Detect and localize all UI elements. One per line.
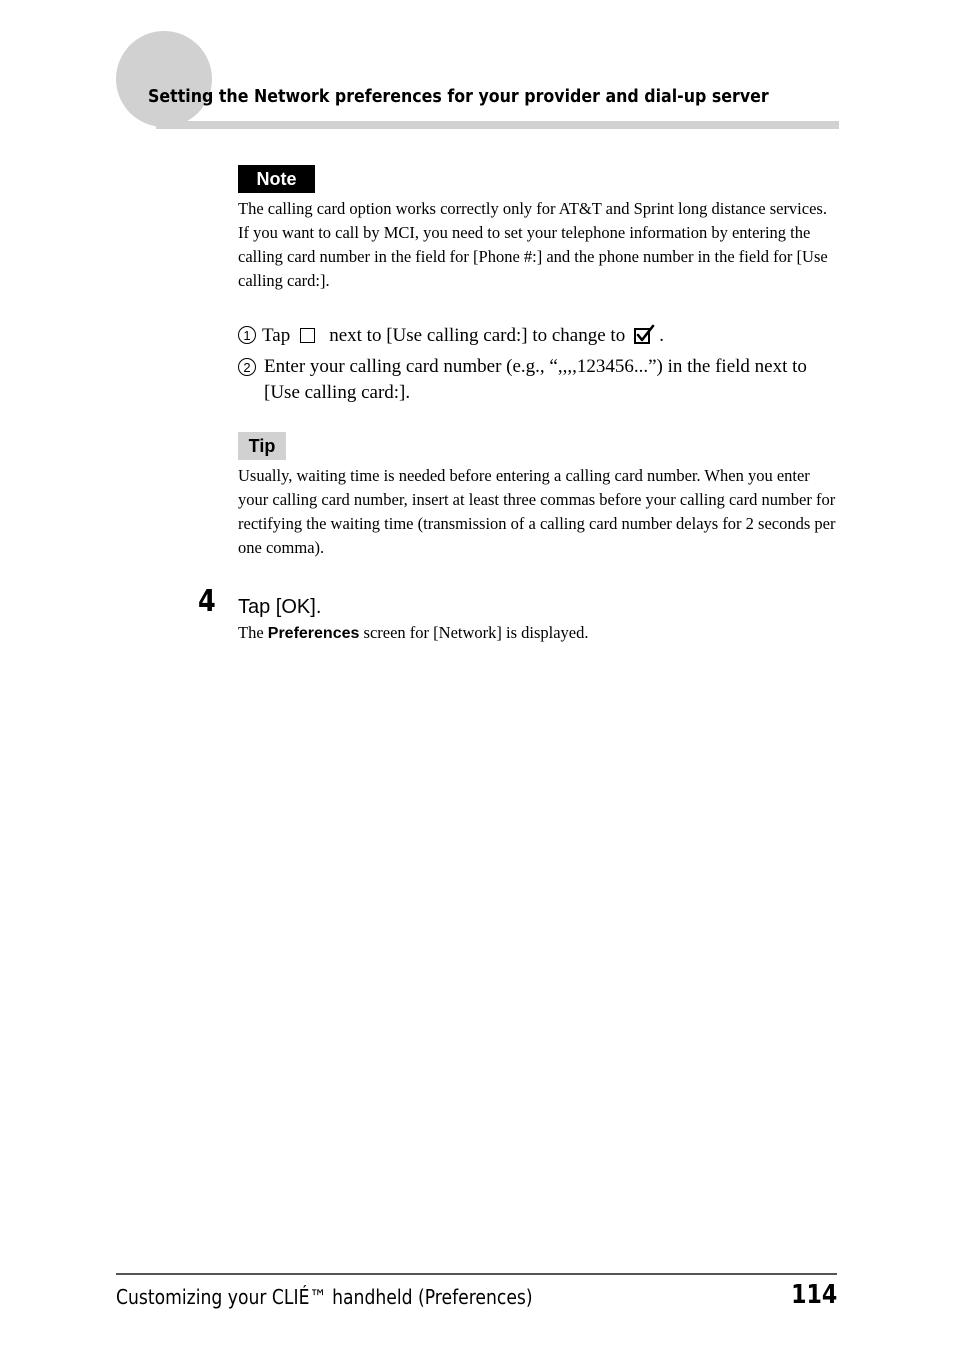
empty-checkbox-icon [300,328,315,343]
page-number: 114 [790,1280,837,1310]
substep-marker-1: 1 [238,326,256,344]
note-text: The calling card option works correctly only for AT&T and Sprint long distance services. If you want to call by MCI, you need to set your telephone information by entering the calling card number in the field for [Phone #:] and the phone number in the field for [Use calling card:]. [238,199,828,290]
substep-1-text-after: . [659,325,664,346]
step-description [238,621,589,646]
substep-2-text: Enter your calling card number (e.g., “,,,,123456...”) in the field next to [Use calling card:]. [264,356,807,403]
footer-chapter-title: Customizing your CLIÉ™ handheld (Preferences) [116,1285,533,1309]
step-heading: Tap [OK]. [238,596,322,618]
step-desc-after: screen for [Network] is displayed. [363,623,589,642]
header-underline-bar [156,121,839,129]
step-desc-before: The [238,623,264,642]
footer-rule [116,1273,837,1275]
substep-1-text-before: Tap [262,325,291,346]
tip-text: Usually, waiting time is needed before entering a calling card number. When you enter your calling card number, insert at least three commas before your calling card number for rectifying the waiting time (transmission of a calling card number delays for 2 seconds per one comma). [238,466,836,557]
substep-1-text-middle: next to [Use calling card:] to change to [329,325,626,346]
substep-marker-2: 2 [238,358,256,376]
step-number: 4 [198,584,216,619]
checked-checkbox-icon [633,324,655,346]
tip-label: Tip [238,432,286,460]
substep-2 [238,354,838,406]
section-title: Setting the Network preferences for your provider and dial-up server [148,86,769,107]
note-label: Note [238,165,315,193]
substep-1 [238,323,838,349]
step-desc-bold: Preferences [267,625,360,642]
header-decoration-circle [116,31,212,127]
